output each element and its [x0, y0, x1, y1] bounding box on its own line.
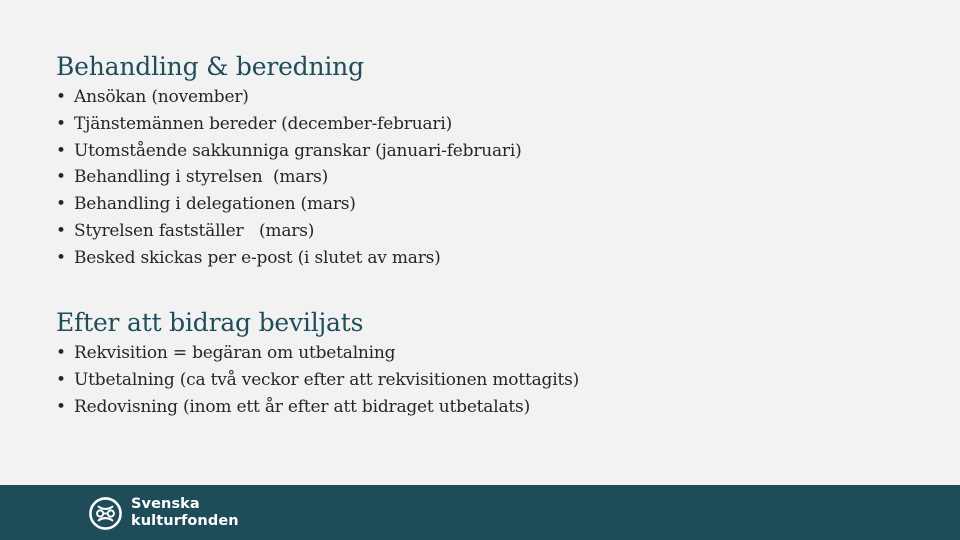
- list-item-text: Redovisning (inom ett år efter att bidraget utbetalats): [74, 396, 531, 417]
- section-heading-efter: Efter att bidrag beviljats: [56, 308, 364, 337]
- list-item-text: Tjänstemännen bereder (december-februari): [74, 113, 453, 134]
- bullet-icon: •: [56, 87, 66, 107]
- list-item-text: Behandling i delegationen (mars): [74, 194, 356, 215]
- list-item: [56, 218, 916, 245]
- list-item: [56, 164, 916, 191]
- footer-bar: [0, 485, 960, 540]
- list-item: [56, 394, 916, 421]
- list-item-text: Ansökan (november): [74, 87, 249, 107]
- list-item-text: Styrelsen fastställer (mars): [74, 220, 315, 241]
- list-item: [56, 111, 916, 138]
- bullet-icon: •: [56, 220, 66, 241]
- list-item-text: Besked skickas per e-post (i slutet av mars): [74, 247, 441, 268]
- list-item: [56, 84, 916, 111]
- list-item-text: Behandling i styrelsen (mars): [74, 167, 329, 188]
- process-list: [56, 84, 916, 272]
- after-grant-list: [56, 340, 916, 420]
- list-item: [56, 191, 916, 218]
- bullet-icon: •: [56, 194, 66, 215]
- list-item-text: Utbetalning (ca två veckor efter att rekvisitionen mottagits): [74, 369, 580, 390]
- bullet-icon: •: [56, 369, 66, 390]
- list-item: [56, 367, 916, 394]
- list-item-text: Utomstående sakkunniga granskar (januari-februari): [74, 140, 522, 161]
- section-after-grant: [56, 306, 916, 420]
- list-item: [56, 138, 916, 165]
- bullet-icon: •: [56, 343, 66, 363]
- logo-wordmark: [131, 496, 239, 530]
- bullet-icon: •: [56, 113, 66, 134]
- list-item: [56, 340, 916, 367]
- bullet-icon: •: [56, 396, 66, 417]
- bullet-icon: •: [56, 140, 66, 161]
- list-item: [56, 245, 916, 272]
- bullet-icon: •: [56, 247, 66, 268]
- section-heading-behandling: Behandling & beredning: [56, 52, 364, 81]
- logo-line-1: Svenska: [131, 496, 200, 512]
- section-application-process: [56, 50, 916, 272]
- list-item-text: Rekvisition = begäran om utbetalning: [74, 343, 396, 363]
- bullet-icon: •: [56, 167, 66, 188]
- svenska-kulturfonden-emblem-icon: [88, 496, 123, 531]
- svenska-kulturfonden-logo[interactable]: [88, 496, 239, 530]
- logo-line-2: kulturfonden: [131, 513, 239, 529]
